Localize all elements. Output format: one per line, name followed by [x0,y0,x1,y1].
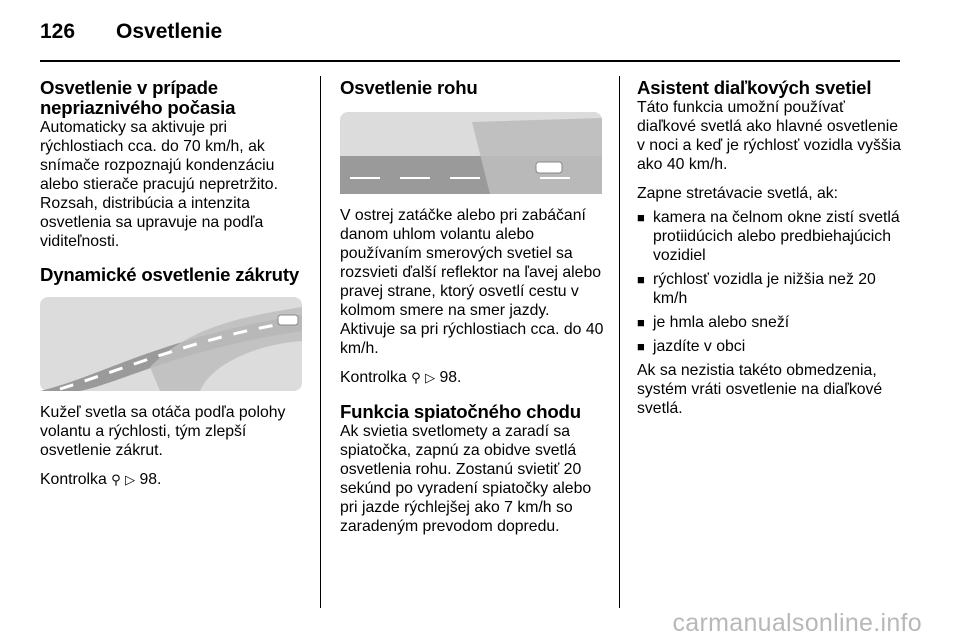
bullet-icon: ■ [637,315,645,330]
bullet-icon: ■ [637,210,645,225]
section-heading-reverse: Funkcia spiatočného chodu [340,401,581,422]
page-header [40,20,222,44]
high-beam-text: Táto funkcia umožní používať diaľkové svetlá ako hlavné osvetlenie v noci a keď je rýchlosť vozidla vyššia ako 40 km/h. [637,99,902,173]
column-2 [340,78,608,536]
page-ref-arrow-icon: ▷ [425,371,436,386]
bullet-icon: ■ [637,272,645,287]
bad-weather-text: Automaticky sa aktivuje pri rýchlostiach cca. do 70 km/h, ak snímače rozpoznajú kondenzáciu alebo stierače pracujú nepretržito. Rozsah, distribúcia a intenzita osvetlenia sa upravuje na podľa viditeľnosti. [40,119,278,250]
lamp-indicator-icon: ⚲ [111,473,121,488]
watermark: carmanualsonline.info [672,609,922,637]
indicator-reference-2: Kontrolka ⚲ ▷ 98. [340,369,462,386]
section-heading-dynamic-curve: Dynamické osvetlenie zákruty [40,264,299,285]
lamp-indicator-icon: ⚲ [411,371,421,386]
column-divider-2 [619,76,620,608]
corner-light-text: V ostrej zatáčke alebo pri zabáčaní danom uhlom volantu alebo používaním smerových svetiel sa rozsvieti ďalší reflektor na ľavej alebo pravej strane, ktorý osvetlí cestu v kolmom smere na smer jazdy. Aktivuje sa pri rýchlostiach cca. do 40 km/h. [340,207,604,357]
list-item: ■ jazdíte v obci [637,338,746,355]
header-rule [40,60,900,62]
page-title: Osvetlenie [116,20,223,43]
page-ref-arrow-icon: ▷ [125,473,136,488]
low-beam-intro: Zapne stretávacie svetlá, ak: [637,185,839,202]
column-divider-1 [320,76,321,608]
list-item: ■ kamera na čelnom okne zistí svetlá protiidúcich alebo predbiehajúcich vozidiel [637,209,900,264]
list-item: ■ rýchlosť vozidla je nižšia než 20 km/h [637,271,876,307]
section-heading-high-beam-assist: Asistent diaľkových svetiel [637,77,872,98]
section-heading-bad-weather: Osvetlenie v prípade nepriaznivého počasia [40,77,236,118]
bullet-icon: ■ [637,339,645,354]
section-heading-corner-light: Osvetlenie rohu [340,77,478,98]
column-1 [40,78,308,490]
column-3 [637,78,907,418]
page-number: 126 [40,20,76,43]
indicator-reference-1: Kontrolka ⚲ ▷ 98. [40,471,162,488]
corner-light-illustration [340,112,602,194]
list-item: ■ je hmla alebo sneží [637,314,790,331]
dynamic-curve-illustration [40,297,302,391]
dynamic-curve-text: Kužeľ svetla sa otáča podľa polohy volantu a rýchlosti, tým zlepší osvetlenie zákrut. [40,404,286,459]
high-beam-restore-text: Ak sa nezistia takéto obmedzenia, systém vráti osvetlenie na diaľkové svetlá. [637,362,883,417]
reverse-text: Ak svietia svetlomety a zaradí sa spiatočka, zapnú za obidve svetlá osvetlenia rohu. Zostanú svietiť 20 sekúnd po vyradení spiatočky alebo pri jazde rýchlejšej ako 7 km/h so zaradeným prevodom dopredu. [340,423,592,535]
